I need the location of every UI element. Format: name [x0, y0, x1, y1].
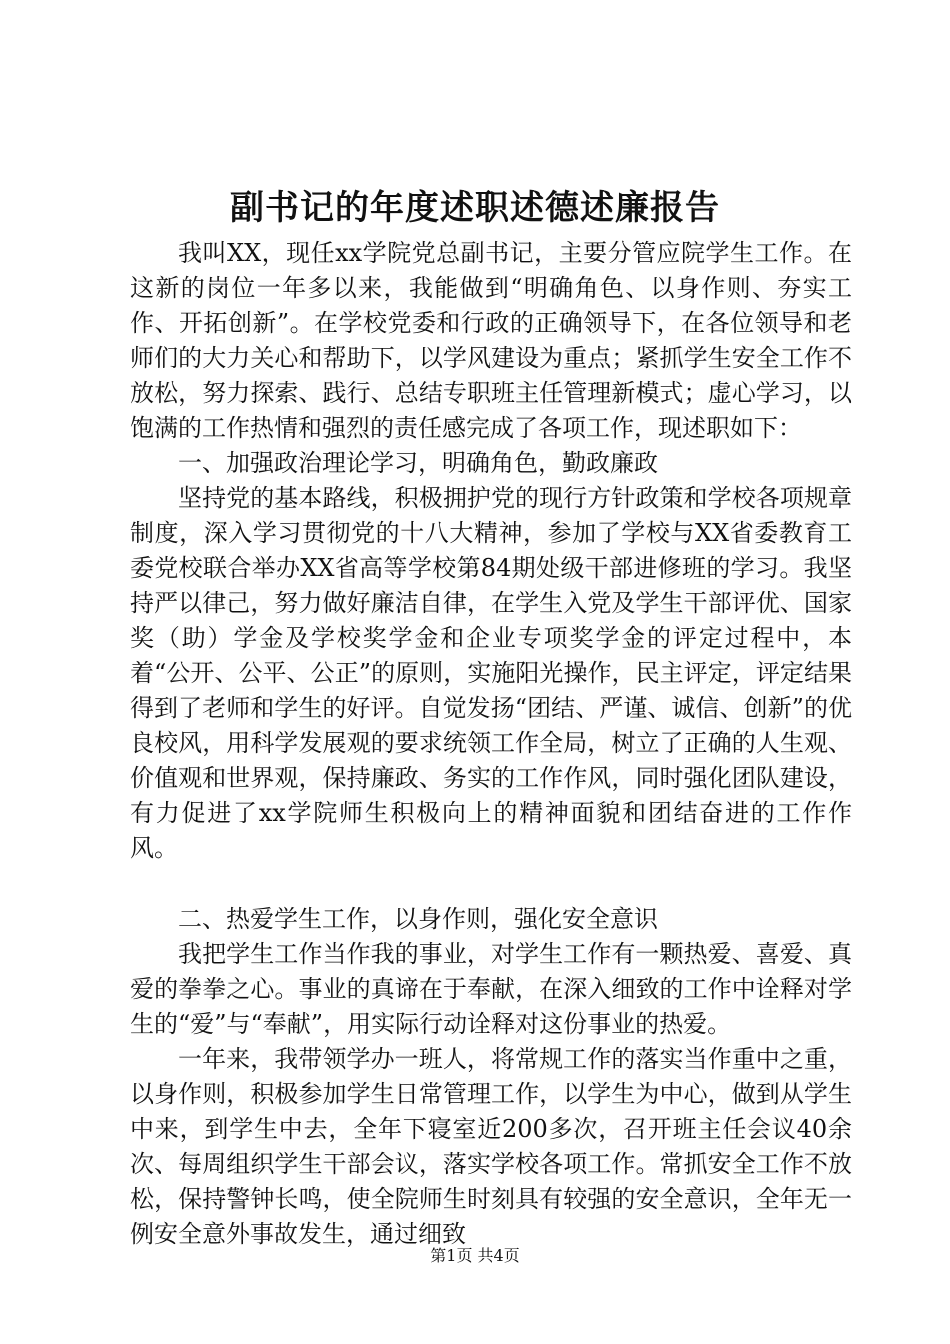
paragraph-section-2a: 我把学生工作当作我的事业，对学生工作有一颗热爱、喜爱、真爱的拳拳之心。事业的真谛在于奉献，在深入细致的工作中诠释对学生的“爱”与“奉献”，用实际行动诠释对这份事业的热爱。 [130, 940, 852, 1038]
document-title: 副书记的年度述职述德述廉报告 [230, 188, 720, 228]
paragraph-intro: 我叫XX，现任xx学院党总副书记，主要分管应院学生工作。在这新的岗位一年多以来，我能做到“明确角色、以身作则、夯实工作、开拓创新”。在学校党委和行政的正确领导下，在各位领导和老师们的大力关心和帮助下，以学风建设为重点；紧抓学生安全工作不放松，努力探索、践行、总结专职班主任管理新模式；虚心学习，以饱满的工作热情和强烈的责任感完成了各项工作，现述职如下： [130, 239, 852, 442]
paragraph-section-1: 坚持党的基本路线，积极拥护党的现行方针政策和学校各项规章制度，深入学习贯彻党的十八大精神，参加了学校与XX省委教育工委党校联合举办XX省高等学校第84期处级干部进修班的学习。我坚持严以律己，努力做好廉洁自律，在学生入党及学生干部评优、国家奖（助）学金及学校奖学金和企业专项奖学金的评定过程中，本着“公开、公平、公正”的原则，实施阳光操作，民主评定，评定结果得到了老师和学生的好评。自觉发扬“团结、严谨、诚信、创新”的优良校风，用科学发展观的要求统领工作全局，树立了正确的人生观、价值观和世界观，保持廉政、务实的工作作风，同时强化团队建设，有力促进了xx学院师生积极向上的精神面貌和团结奋进的工作作风。 [130, 484, 852, 862]
page-footer: 第1页 共4页 [430, 1246, 520, 1265]
paragraph-section-2b: 一年来，我带领学办一班人，将常规工作的落实当作重中之重，以身作则，积极参加学生日常管理工作，以学生为中心，做到从学生中来，到学生中去，全年下寝室近200多次，召开班主任会议40余次、每周组织学生干部会议，落实学校各项工作。常抓安全工作不放松，保持警钟长鸣，使全院师生时刻具有较强的安全意识，全年无一例安全意外事故发生，通过细致 [130, 1045, 852, 1248]
section-heading-2: 二、热爱学生工作，以身作则，强化安全意识 [178, 905, 658, 933]
document-body [130, 236, 852, 1252]
section-heading-1: 一、加强政治理论学习，明确角色，勤政廉政 [178, 449, 658, 477]
